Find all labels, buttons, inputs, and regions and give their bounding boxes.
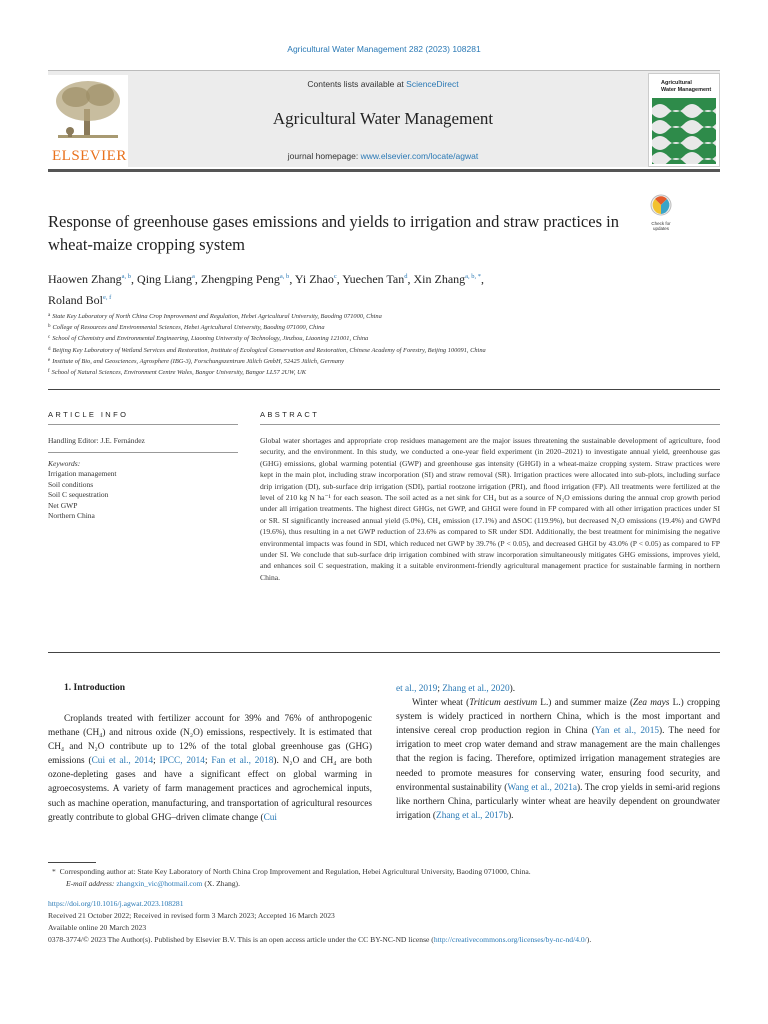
email-suffix: (X. Zhang). — [202, 879, 240, 888]
citation-link[interactable]: Cui — [263, 812, 277, 823]
affiliation — [48, 356, 688, 367]
affiliation-text: College of Resources and Environmental Sciences, Hebei Agricultural University, Baoding 071000, China — [52, 324, 325, 332]
sciencedirect-link[interactable]: ScienceDirect — [406, 79, 459, 89]
intro-text: L.) and summer maize ( — [537, 698, 634, 709]
affiliation-text: Beijing Key Laboratory of Wetland Services and Restoration, Institute of Ecological Conservation and Restoration, Chinese Academy of Forestry, Beijing 100091, China — [52, 346, 486, 354]
affiliation-text: School of Chemistry and Environmental Engineering, Liaoning University of Technology, Jinzhou, Liaoning 121001, China — [52, 335, 369, 343]
author-affiliation-marker[interactable]: a, b, * — [465, 273, 482, 280]
citation-link[interactable]: Wang et al., 2021a — [507, 782, 577, 793]
journal-masthead — [48, 70, 720, 170]
intro-text: Croplands treated with fertilizer account for 39% and 76% of anthropogenic methane (CH₄) and nitrous oxide (N₂O) emissions, respectively. It is estimated that CH₄ and N₂O contribute up to 12% of the total global greenhouse gas (GHG) emissions ( — [48, 714, 372, 767]
affiliation — [48, 322, 688, 333]
license-statement — [48, 934, 720, 946]
citation-link[interactable]: Yan et al., 2015 — [594, 726, 660, 737]
citation-link[interactable]: IPCC, 2014 — [159, 756, 205, 767]
corresponding-author-text: Corresponding author at: State Key Laboratory of North China Crop Improvement and Regulation, Hebei Agricultural University, Baoding 071000, China. — [59, 867, 531, 876]
footnote-marker: * — [52, 867, 56, 876]
journal-title: Agricultural Water Management — [272, 109, 494, 128]
author[interactable]: Xin Zhang — [413, 272, 466, 286]
section-divider — [48, 389, 720, 390]
keywords-rule — [48, 452, 238, 453]
author-affiliation-marker[interactable]: d — [404, 273, 408, 280]
author[interactable]: Haowen Zhang — [48, 272, 122, 286]
elsevier-logo[interactable] — [48, 75, 128, 167]
author-list: Haowen Zhang$^{a, b}$, Qing Liang$^a$, Zhengping Peng$^{a, b}$, Yi Zhao$^c$, Yuechen Tan$^d$, Xin Zhang$^{a, b, *}$, Roland Bol$^{e, f}$ — [48, 272, 485, 307]
article-info-heading: ARTICLE INFO — [48, 410, 129, 419]
keyword: Soil conditions — [48, 479, 94, 489]
publication-info — [48, 898, 720, 946]
available-online-date: Available online 20 March 2023 — [48, 923, 147, 932]
citation-link[interactable]: Cui et al., 2014 — [91, 756, 154, 767]
species-name: Zea mays — [633, 698, 670, 709]
author[interactable]: Yi Zhao — [294, 272, 334, 286]
email-line — [52, 878, 720, 890]
citation-link[interactable]: Zhang et al., 2020 — [442, 684, 510, 694]
intro-text: ). The need for irrigation to meet crop water demand and straw management are the main challenges that the region is facing. Therefore, optimized irrigation management strategies are needed to promote measures for conserving water, ensuring food security, and environmental sustainability ( — [396, 726, 720, 793]
author[interactable]: Yuechen Tan — [342, 272, 405, 286]
elsevier-tree-icon — [48, 75, 128, 147]
footnote-rule — [48, 862, 96, 863]
author-affiliation-marker[interactable]: c — [333, 273, 337, 280]
masthead-rule — [48, 169, 720, 172]
affiliation-text: Institute of Bio, and Geosciences, Agrosphere (IBG-3), Forschungszentrum Jülich GmbH, 52425 Jülich, Germany — [52, 357, 344, 365]
affiliation-text: School of Natural Sciences, Environment Centre Wales, Bangor University, Bangor LL57 2UW, UK — [51, 369, 306, 377]
check-for-updates-badge[interactable] — [648, 194, 674, 231]
introduction-right-column — [396, 682, 720, 823]
email-link[interactable]: zhangxin_vic@hotmail.com — [116, 879, 203, 888]
crossmark-text-line2: updates — [652, 226, 669, 231]
received-dates: Received 21 October 2022; Received in revised form 3 March 2023; Accepted 16 March 2023 — [48, 911, 335, 920]
keyword: Soil C sequestration — [48, 490, 109, 499]
author-affiliation-marker[interactable]: a, b — [121, 273, 132, 280]
intro-text: ; — [204, 756, 212, 767]
email-label: E-mail address: — [66, 879, 115, 888]
citation-link[interactable]: et al., 2019 — [396, 684, 438, 694]
affiliation-list — [48, 311, 688, 378]
intro-text: ; — [437, 684, 443, 694]
introduction-heading: 1. Introduction — [64, 683, 126, 693]
affiliation — [48, 345, 688, 356]
affiliation — [48, 311, 688, 322]
affiliation-key: d — [48, 346, 51, 352]
journal-homepage — [128, 151, 638, 161]
affiliation-key: f — [48, 369, 50, 375]
affiliation-key: a — [48, 313, 51, 318]
introduction-paragraph-1 — [48, 712, 372, 825]
journal-cover-thumbnail[interactable] — [648, 73, 720, 167]
crossmark-icon — [648, 194, 674, 216]
keyword: Northern China — [48, 511, 95, 520]
intro-text: ). — [508, 810, 514, 821]
crossmark-text — [648, 221, 674, 231]
contents-availability — [128, 79, 638, 89]
intro-text: ). The crop yields in semi-arid regions like northern China, particularly winter wheat are heavily dependent on groundwater irrigation ( — [396, 782, 720, 821]
license-prefix: 0378-3774/© 2023 The Author(s). Published by Elsevier B.V. This is an open access article under the CC BY-NC-ND license ( — [48, 935, 434, 944]
affiliation-key: b — [48, 324, 51, 330]
keyword-list — [48, 469, 228, 522]
abstract-text: Global water shortages and appropriate crop residues management are the major issues threatening the sustainable development of agriculture, food security, and the environment. In this study, we conducted a one-year field experiment (in 2020–2021) to investigate annual yield, greenhouse gas (GHG) emissions, global warming potential (GWP) and greenhouse gas intensity (GHGI) in a wheat-maize cropping system. Straw practices were kept in the main plot, including straw incorporation (SI) and straw removal (SR). Irrigation practices were allocated into sub-plots, including surface drip irrigation (DI), sub-surface drip irrigation (SDI), partial rootzone irrigation (PRI), and flood irrigation (FP). All treatments were fertilized at the level of 210 kg N ha⁻¹ for each season. The soil acted as a net sink for CH₄ but as a source of N₂O emissions during the annual crop growth period under all irrigation treatments. The highest direct GHGs, net GWP, and GHGI were found in FP compared with all other irrigation practices under SI or SR. SI significantly increased annual yield (5.0%), CH₄ emission (17.1%) and ΔSOC (119.9%), but decreased N₂O emissions (19.4%) and GWPd (19.6%), thus resulting in a net GWP reduction of 23.6% as compared to SR under SDI. Additionally, the best treatment for minimising the negative environmental impacts was found in SDI, which reduced net GWP by 39.7% (P < 0.05), and decreased GHGI by 43.0% (P < 0.05) as compared to FP under SI. We conclude that sub-surface drip irrigation combined with straw incorporation simultaneously mitigates GHG emissions, improves yield, and enhances soil C sequestration, making it a suitable environment-friendly agricultural management practice for sustainable farming in northern China. — [260, 436, 720, 582]
affiliation-key: c — [48, 335, 51, 341]
intro-text: ). — [509, 684, 516, 694]
article-info-rule — [48, 424, 238, 425]
abstract-end-divider — [48, 652, 720, 653]
contents-prefix: Contents lists available at — [307, 79, 407, 89]
keyword: Net GWP — [48, 500, 78, 510]
homepage-link[interactable]: www.elsevier.com/locate/agwat — [360, 151, 479, 161]
corresponding-author-line — [52, 866, 720, 878]
license-suffix: ). — [586, 935, 592, 944]
author[interactable]: Qing Liang — [137, 272, 193, 286]
cover-title — [661, 80, 711, 93]
citation-link[interactable]: Zhang et al., 2017b — [436, 810, 509, 821]
intro-text: L.) cropping system is widely practiced in northern China, which is the most important and intensive cereal crop production region in China ( — [396, 698, 720, 737]
intro-text: ; — [153, 756, 160, 767]
keywords-label: Keywords: — [48, 459, 81, 468]
affiliation-key: e — [48, 357, 51, 363]
cover-title-line2: Water Management — [661, 86, 712, 93]
handling-editor: Handling Editor: J.E. Fernández — [48, 436, 145, 445]
elsevier-wordmark: ELSEVIER — [52, 148, 127, 164]
affiliation-text: State Key Laboratory of North China Crop Improvement and Regulation, Hebei Agricultural University, Baoding 071000, China — [52, 313, 382, 320]
cover-title-line1: Agricultural — [661, 80, 692, 86]
author[interactable]: Zhengping Peng — [200, 272, 280, 286]
crossmark-text-line1: Check for — [651, 221, 671, 226]
homepage-prefix: journal homepage: — [287, 151, 361, 161]
author[interactable]: Roland Bol — [48, 292, 104, 307]
intro-text: Winter wheat ( — [412, 698, 470, 709]
article-title: Response of greenhouse gases emissions and yields to irrigation and straw practices in wheat-maize cropping system — [48, 212, 619, 254]
introduction-paragraph-2 — [396, 696, 720, 823]
cover-wave-art — [652, 98, 716, 164]
license-link[interactable]: http://creativecommons.org/licenses/by-nc-nd/4.0/ — [433, 935, 587, 944]
author-affiliation-marker[interactable]: a — [192, 273, 195, 280]
affiliation — [48, 367, 688, 378]
species-name: Triticum aestivum — [469, 698, 538, 709]
journal-reference[interactable]: Agricultural Water Management 282 (2023) 108281 — [287, 44, 481, 54]
abstract-rule — [260, 424, 720, 425]
keyword: Irrigation management — [48, 469, 117, 478]
author-affiliation-marker[interactable]: e, f — [103, 293, 112, 301]
corresponding-author-footnote — [52, 866, 720, 890]
doi-link[interactable]: https://doi.org/10.1016/j.agwat.2023.108281 — [48, 899, 184, 908]
affiliation — [48, 333, 688, 344]
abstract-heading: ABSTRACT — [260, 410, 320, 419]
introduction-continuation — [396, 682, 720, 696]
author-affiliation-marker[interactable]: a, b — [279, 273, 290, 280]
citation-link[interactable]: Fan et al., 2018 — [211, 756, 274, 767]
intro-text: ). N₂O and CH₄ are both ozone-depleting gases and have a significant effect on global warming in agroecosystems. A variety of farm management practices and agrochemical inputs, such as machine operation, manufacturing, and transportation of agricultural resources greatly contribute to global GHG–driven climate change ( — [48, 756, 372, 823]
